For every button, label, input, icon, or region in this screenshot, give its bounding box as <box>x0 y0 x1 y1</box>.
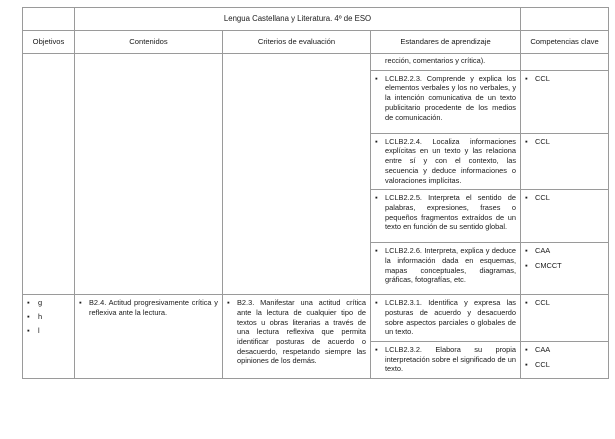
standard-text: LCLB2.2.3. Comprende y explica los elementos verbales y los no verbales, y la intención comunicativa de un texto publicitario procedente de los medios de comunicación. <box>385 73 517 122</box>
content-cell-empty <box>75 54 223 295</box>
objective-code: l <box>38 325 40 335</box>
standard-text: LCLB2.2.4. Localiza informaciones explícitas en un texto y las relaciona entre sí y con el contexto, las secuencia y deduce informaciones o valoraciones implícitas. <box>385 136 517 185</box>
header-contenidos: Contenidos <box>75 31 223 54</box>
curriculum-table <box>22 7 609 379</box>
curriculum-page <box>22 7 608 379</box>
bullet-icon: ▪ <box>525 136 528 146</box>
bullet-icon: ▪ <box>27 311 30 321</box>
competency-cell <box>521 190 609 243</box>
competency-code: CCL <box>535 298 550 308</box>
table-title: Lengua Castellana y Literatura. 4º de ESO <box>75 8 521 31</box>
standard-cell <box>371 70 521 133</box>
bullet-icon: ▪ <box>375 73 378 83</box>
standard-cell <box>371 342 521 379</box>
bullet-icon: ▪ <box>375 345 378 355</box>
table-row <box>23 295 609 342</box>
competency-cell <box>521 342 609 379</box>
bullet-icon: ▪ <box>375 298 378 308</box>
standard-cell <box>371 295 521 342</box>
bullet-icon: ▪ <box>375 193 378 203</box>
title-spacer <box>23 8 75 31</box>
competency-cell <box>521 54 609 71</box>
objectives-cell-empty <box>23 54 75 295</box>
competency-cell <box>521 243 609 295</box>
standard-cell <box>371 243 521 295</box>
bullet-icon: ▪ <box>375 246 378 256</box>
bullet-icon: ▪ <box>27 325 30 335</box>
title-row <box>23 8 609 31</box>
bullet-icon: ▪ <box>525 193 528 203</box>
standard-text: LCLB2.3.2. Elabora su propia interpretación sobre el significado de un texto. <box>385 345 517 374</box>
bullet-icon: ▪ <box>27 298 30 308</box>
bullet-icon: ▪ <box>525 298 528 308</box>
competency-code: CAA <box>535 345 551 355</box>
bullet-icon: ▪ <box>227 298 230 308</box>
competency-cell <box>521 70 609 133</box>
standard-fragment: rección, comentarios y crítica). <box>385 56 486 65</box>
criterion-cell <box>223 295 371 379</box>
objective-code: g <box>38 298 43 308</box>
standard-text: LCLB2.2.6. Interpreta, explica y deduce la información dada en esquemas, mapas conceptuales, diagramas, gráficas, fotografías, etc. <box>385 246 517 285</box>
competency-code: CAA <box>535 246 551 256</box>
table-row <box>23 54 609 71</box>
competency-code: CCL <box>535 359 550 369</box>
header-row <box>23 31 609 54</box>
standard-text: LCLB2.2.5. Interpreta el sentido de palabras, expresiones, frases o pequeños fragmentos extraídos de un texto en función de su sentido global. <box>385 193 517 232</box>
standard-text: LCLB2.3.1. Identifica y expresa las posturas de acuerdo y desacuerdo sobre aspectos parciales o globales de un texto. <box>385 298 517 337</box>
content-cell <box>75 295 223 379</box>
title-spacer-right <box>521 8 609 31</box>
standard-cell <box>371 133 521 190</box>
criterion-cell-empty <box>223 54 371 295</box>
competency-code: CMCCT <box>535 260 562 270</box>
competency-code: CCL <box>535 73 550 83</box>
standard-cell <box>371 54 521 71</box>
objectives-cell <box>23 295 75 379</box>
content-text: B2.4. Actitud progresivamente crítica y reflexiva ante la lectura. <box>89 298 218 317</box>
competency-code: CCL <box>535 193 550 203</box>
competency-cell <box>521 295 609 342</box>
objective-code: h <box>38 311 43 321</box>
bullet-icon: ▪ <box>525 345 528 355</box>
bullet-icon: ▪ <box>375 136 378 146</box>
bullet-icon: ▪ <box>525 73 528 83</box>
header-objetivos: Objetivos <box>23 31 75 54</box>
header-criterios: Criterios de evaluación <box>223 31 371 54</box>
bullet-icon: ▪ <box>525 260 528 270</box>
header-estandares: Estandares de aprendizaje <box>371 31 521 54</box>
bullet-icon: ▪ <box>79 298 82 308</box>
competency-code: CCL <box>535 136 550 146</box>
competency-cell <box>521 133 609 190</box>
header-competencias: Competencias clave <box>521 31 609 54</box>
bullet-icon: ▪ <box>525 359 528 369</box>
criterion-text: B2.3. Manifestar una actitud crítica ante la lectura de cualquier tipo de textos u obras literarias a través de una lectura reflexiva que permita identificar posturas de acuerdo o desacuerdo, respetando siempre las opiniones de los demás. <box>237 298 366 366</box>
standard-cell <box>371 190 521 243</box>
bullet-icon: ▪ <box>525 246 528 256</box>
